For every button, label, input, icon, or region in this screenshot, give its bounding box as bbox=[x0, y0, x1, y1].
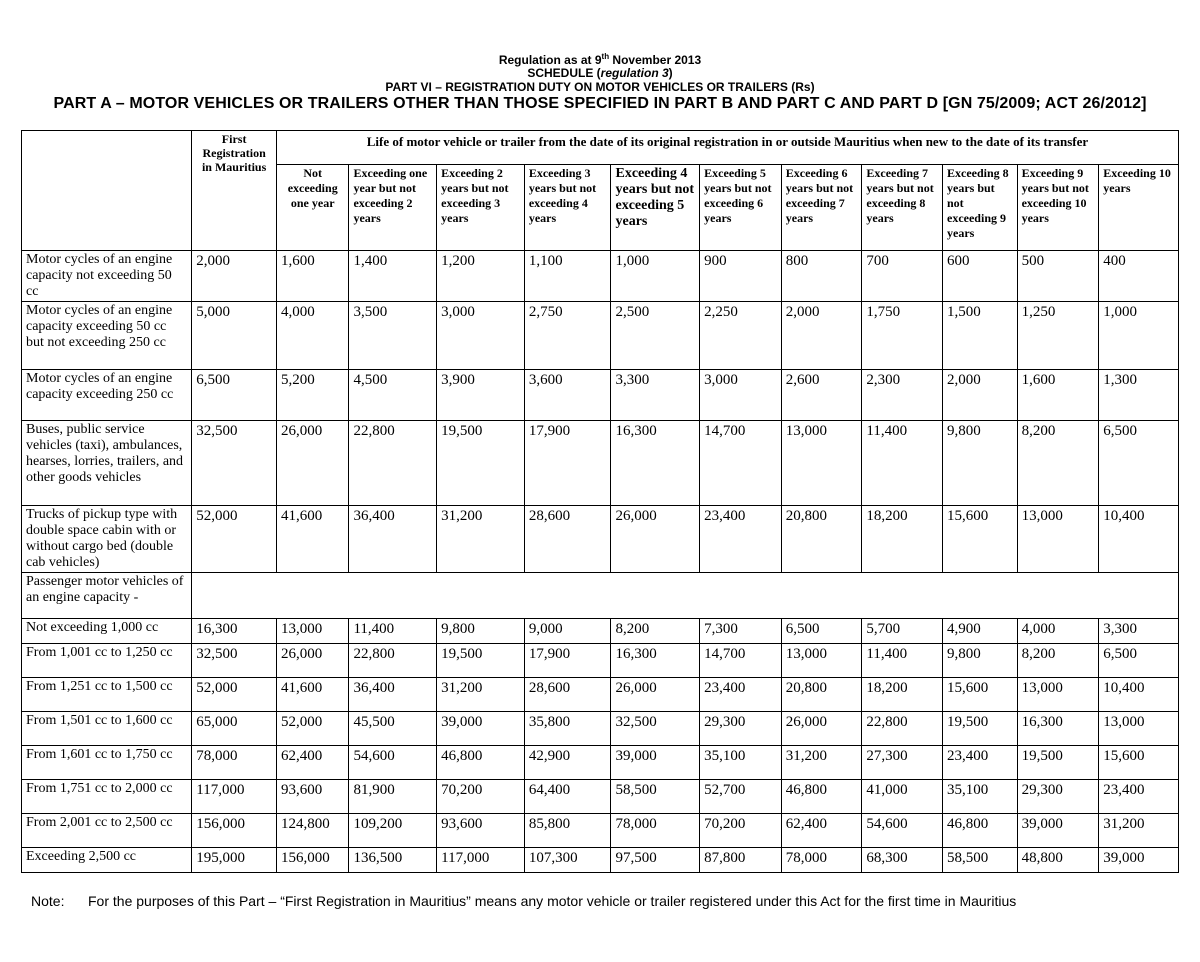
duty-value: 23,400 bbox=[943, 746, 1018, 780]
age-band-header: Exceeding 6 years but not exceeding 7 years bbox=[781, 165, 862, 251]
duty-value: 52,000 bbox=[276, 712, 349, 746]
duty-value: 136,500 bbox=[349, 848, 437, 873]
duty-value: 9,800 bbox=[943, 421, 1018, 506]
duty-value: 48,800 bbox=[1017, 848, 1099, 873]
duty-value: 6,500 bbox=[781, 619, 862, 644]
duty-value: 22,800 bbox=[862, 712, 943, 746]
duty-value: 3,000 bbox=[700, 370, 782, 421]
duty-value: 41,600 bbox=[276, 678, 349, 712]
age-band-header: Exceeding 7 years but not exceeding 8 years bbox=[862, 165, 943, 251]
age-band-header: Exceeding 10 years bbox=[1099, 165, 1179, 251]
duty-value: 15,600 bbox=[943, 506, 1018, 573]
duty-value: 2,500 bbox=[611, 302, 700, 370]
duty-value: 11,400 bbox=[862, 644, 943, 678]
registration-duty-table bbox=[21, 130, 1179, 873]
duty-value: 10,400 bbox=[1099, 506, 1179, 573]
row-label: Motor cycles of an engine capacity exceeding 50 cc but not exceeding 250 cc bbox=[22, 302, 192, 370]
first-registration-value: 195,000 bbox=[192, 848, 277, 873]
duty-value: 10,400 bbox=[1099, 678, 1179, 712]
duty-value: 78,000 bbox=[611, 814, 700, 848]
duty-value: 39,000 bbox=[1099, 848, 1179, 873]
duty-value: 35,800 bbox=[524, 712, 611, 746]
duty-value: 31,200 bbox=[437, 678, 525, 712]
first-registration-value: 32,500 bbox=[192, 644, 277, 678]
duty-value: 13,000 bbox=[781, 421, 862, 506]
duty-value: 70,200 bbox=[437, 780, 525, 814]
row-label: Motor cycles of an engine capacity not exceeding 50 cc bbox=[22, 251, 192, 302]
duty-value: 13,000 bbox=[1099, 712, 1179, 746]
duty-value: 8,200 bbox=[1017, 421, 1099, 506]
duty-value: 46,800 bbox=[943, 814, 1018, 848]
duty-value: 45,500 bbox=[349, 712, 437, 746]
duty-value: 14,700 bbox=[700, 421, 782, 506]
first-registration-value: 156,000 bbox=[192, 814, 277, 848]
row-label: Not exceeding 1,000 cc bbox=[22, 619, 192, 644]
first-registration-value: 16,300 bbox=[192, 619, 277, 644]
part-title: PART VI – REGISTRATION DUTY ON MOTOR VEHICLES OR TRAILERS (Rs) bbox=[385, 80, 815, 94]
first-registration-value: 32,500 bbox=[192, 421, 277, 506]
duty-value: 3,300 bbox=[611, 370, 700, 421]
duty-value: 68,300 bbox=[862, 848, 943, 873]
duty-value: 18,200 bbox=[862, 506, 943, 573]
duty-value: 23,400 bbox=[700, 678, 782, 712]
age-band-header: Exceeding one year but not exceeding 2 years bbox=[349, 165, 437, 251]
duty-value: 41,600 bbox=[276, 506, 349, 573]
duty-value: 4,900 bbox=[943, 619, 1018, 644]
regulation-date: Regulation as at 9th November 2013 bbox=[498, 52, 702, 67]
duty-value: 62,400 bbox=[276, 746, 349, 780]
duty-value: 31,200 bbox=[781, 746, 862, 780]
duty-value: 4,500 bbox=[349, 370, 437, 421]
note-text: For the purposes of this Part – “First Registration in Mauritius” means any motor vehicle or trailer registered under this Act for the first time in Mauritius bbox=[88, 893, 1017, 909]
duty-value: 26,000 bbox=[611, 506, 700, 573]
duty-value: 3,600 bbox=[524, 370, 611, 421]
duty-value: 39,000 bbox=[1017, 814, 1099, 848]
duty-value: 117,000 bbox=[437, 848, 525, 873]
duty-value: 800 bbox=[781, 251, 862, 302]
duty-value: 93,600 bbox=[276, 780, 349, 814]
first-registration-value: 5,000 bbox=[192, 302, 277, 370]
age-band-header: Exceeding 4 years but not exceeding 5 years bbox=[611, 165, 700, 251]
duty-value: 42,900 bbox=[524, 746, 611, 780]
age-band-header: Not exceeding one year bbox=[276, 165, 349, 251]
duty-value: 29,300 bbox=[700, 712, 782, 746]
duty-value: 13,000 bbox=[1017, 506, 1099, 573]
first-registration-value: 78,000 bbox=[192, 746, 277, 780]
first-registration-header: First Registration in Mauritius bbox=[192, 131, 277, 251]
duty-value: 27,300 bbox=[862, 746, 943, 780]
age-band-header: Exceeding 8 years but not exceeding 9 years bbox=[943, 165, 1018, 251]
first-registration-value: 65,000 bbox=[192, 712, 277, 746]
duty-value: 1,000 bbox=[611, 251, 700, 302]
duty-value: 700 bbox=[862, 251, 943, 302]
duty-value: 15,600 bbox=[943, 678, 1018, 712]
duty-value: 3,900 bbox=[437, 370, 525, 421]
passenger-group-row bbox=[22, 573, 1179, 619]
duty-value: 11,400 bbox=[349, 619, 437, 644]
age-band-header: Exceeding 2 years but not exceeding 3 years bbox=[437, 165, 525, 251]
duty-value: 9,800 bbox=[437, 619, 525, 644]
duty-value: 28,600 bbox=[524, 506, 611, 573]
duty-value: 46,800 bbox=[781, 780, 862, 814]
duty-value: 3,300 bbox=[1099, 619, 1179, 644]
duty-value: 3,500 bbox=[349, 302, 437, 370]
duty-value: 2,000 bbox=[943, 370, 1018, 421]
duty-value: 1,300 bbox=[1099, 370, 1179, 421]
duty-value: 19,500 bbox=[437, 421, 525, 506]
duty-value: 93,600 bbox=[437, 814, 525, 848]
duty-value: 8,200 bbox=[611, 619, 700, 644]
duty-value: 18,200 bbox=[862, 678, 943, 712]
table-row bbox=[22, 644, 1179, 678]
duty-value: 52,700 bbox=[700, 780, 782, 814]
duty-value: 54,600 bbox=[349, 746, 437, 780]
duty-value: 4,000 bbox=[1017, 619, 1099, 644]
row-label: From 1,251 cc to 1,500 cc bbox=[22, 678, 192, 712]
passenger-group-blank bbox=[192, 573, 1179, 619]
table-row bbox=[22, 370, 1179, 421]
duty-value: 8,200 bbox=[1017, 644, 1099, 678]
duty-value: 900 bbox=[700, 251, 782, 302]
duty-value: 54,600 bbox=[862, 814, 943, 848]
duty-value: 29,300 bbox=[1017, 780, 1099, 814]
table-row bbox=[22, 302, 1179, 370]
row-label: Buses, public service vehicles (taxi), ambulances, hearses, lorries, trailers, and other goods vehicles bbox=[22, 421, 192, 506]
row-label: From 1,751 cc to 2,000 cc bbox=[22, 780, 192, 814]
duty-value: 26,000 bbox=[276, 644, 349, 678]
life-of-vehicle-header: Life of motor vehicle or trailer from the date of its original registration in or outside Mauritius when new to the date of its transfer bbox=[276, 131, 1178, 165]
duty-value: 32,500 bbox=[611, 712, 700, 746]
duty-value: 35,100 bbox=[700, 746, 782, 780]
duty-value: 22,800 bbox=[349, 421, 437, 506]
duty-value: 4,000 bbox=[276, 302, 349, 370]
duty-value: 3,000 bbox=[437, 302, 525, 370]
table-row bbox=[22, 506, 1179, 573]
table-row bbox=[22, 678, 1179, 712]
duty-value: 1,600 bbox=[276, 251, 349, 302]
row-label: From 1,001 cc to 1,250 cc bbox=[22, 644, 192, 678]
duty-value: 97,500 bbox=[611, 848, 700, 873]
duty-value: 41,000 bbox=[862, 780, 943, 814]
duty-value: 1,400 bbox=[349, 251, 437, 302]
row-label: Trucks of pickup type with double space cabin with or without cargo bed (double cab vehicles) bbox=[22, 506, 192, 573]
duty-value: 1,100 bbox=[524, 251, 611, 302]
table-row bbox=[22, 421, 1179, 506]
duty-value: 35,100 bbox=[943, 780, 1018, 814]
duty-value: 2,300 bbox=[862, 370, 943, 421]
duty-value: 16,300 bbox=[1017, 712, 1099, 746]
passenger-group-label: Passenger motor vehicles of an engine capacity - bbox=[22, 573, 192, 619]
table-row bbox=[22, 251, 1179, 302]
part-a-title: PART A – MOTOR VEHICLES OR TRAILERS OTHER THAN THOSE SPECIFIED IN PART B AND PART C AND PART D [GN 75/2009; ACT 26/2012] bbox=[53, 95, 1147, 112]
first-registration-value: 52,000 bbox=[192, 678, 277, 712]
duty-value: 5,700 bbox=[862, 619, 943, 644]
duty-value: 20,800 bbox=[781, 678, 862, 712]
age-band-header: Exceeding 3 years but not exceeding 4 years bbox=[524, 165, 611, 251]
table-row bbox=[22, 619, 1179, 644]
duty-value: 5,200 bbox=[276, 370, 349, 421]
table-row bbox=[22, 746, 1179, 780]
duty-value: 107,300 bbox=[524, 848, 611, 873]
table-row bbox=[22, 712, 1179, 746]
first-registration-value: 2,000 bbox=[192, 251, 277, 302]
duty-value: 70,200 bbox=[700, 814, 782, 848]
duty-value: 6,500 bbox=[1099, 644, 1179, 678]
duty-value: 2,250 bbox=[700, 302, 782, 370]
duty-value: 26,000 bbox=[276, 421, 349, 506]
duty-value: 87,800 bbox=[700, 848, 782, 873]
duty-value: 26,000 bbox=[611, 678, 700, 712]
table-row bbox=[22, 848, 1179, 873]
duty-value: 16,300 bbox=[611, 421, 700, 506]
duty-value: 1,200 bbox=[437, 251, 525, 302]
duty-value: 9,800 bbox=[943, 644, 1018, 678]
duty-value: 46,800 bbox=[437, 746, 525, 780]
duty-value: 500 bbox=[1017, 251, 1099, 302]
note-tag: Note: bbox=[31, 893, 65, 909]
schedule-title: SCHEDULE (regulation 3) bbox=[527, 66, 673, 80]
duty-value: 28,600 bbox=[524, 678, 611, 712]
duty-value: 13,000 bbox=[781, 644, 862, 678]
row-label: Motor cycles of an engine capacity exceeding 250 cc bbox=[22, 370, 192, 421]
duty-value: 36,400 bbox=[349, 506, 437, 573]
table-row bbox=[22, 780, 1179, 814]
duty-value: 78,000 bbox=[781, 848, 862, 873]
duty-value: 62,400 bbox=[781, 814, 862, 848]
duty-value: 2,600 bbox=[781, 370, 862, 421]
duty-value: 9,000 bbox=[524, 619, 611, 644]
duty-value: 1,600 bbox=[1017, 370, 1099, 421]
duty-value: 600 bbox=[943, 251, 1018, 302]
duty-value: 2,000 bbox=[781, 302, 862, 370]
duty-value: 19,500 bbox=[943, 712, 1018, 746]
duty-value: 13,000 bbox=[276, 619, 349, 644]
duty-value: 13,000 bbox=[1017, 678, 1099, 712]
row-label: From 2,001 cc to 2,500 cc bbox=[22, 814, 192, 848]
duty-value: 156,000 bbox=[276, 848, 349, 873]
duty-value: 81,900 bbox=[349, 780, 437, 814]
header-blank-cell bbox=[22, 131, 192, 251]
duty-value: 31,200 bbox=[1099, 814, 1179, 848]
duty-value: 19,500 bbox=[1017, 746, 1099, 780]
header-row-1 bbox=[22, 131, 1179, 165]
duty-value: 109,200 bbox=[349, 814, 437, 848]
duty-value: 1,250 bbox=[1017, 302, 1099, 370]
duty-value: 58,500 bbox=[611, 780, 700, 814]
table-row bbox=[22, 814, 1179, 848]
age-band-header: Exceeding 9 years but not exceeding 10 years bbox=[1017, 165, 1099, 251]
duty-value: 17,900 bbox=[524, 421, 611, 506]
duty-value: 64,400 bbox=[524, 780, 611, 814]
duty-value: 22,800 bbox=[349, 644, 437, 678]
duty-value: 1,750 bbox=[862, 302, 943, 370]
first-registration-value: 6,500 bbox=[192, 370, 277, 421]
age-band-header: Exceeding 5 years but not exceeding 6 years bbox=[700, 165, 782, 251]
duty-value: 58,500 bbox=[943, 848, 1018, 873]
duty-value: 19,500 bbox=[437, 644, 525, 678]
first-registration-value: 117,000 bbox=[192, 780, 277, 814]
duty-value: 6,500 bbox=[1099, 421, 1179, 506]
duty-value: 39,000 bbox=[437, 712, 525, 746]
footnote bbox=[31, 893, 1181, 909]
row-label: Exceeding 2,500 cc bbox=[22, 848, 192, 873]
duty-value: 23,400 bbox=[700, 506, 782, 573]
row-label: From 1,601 cc to 1,750 cc bbox=[22, 746, 192, 780]
duty-value: 23,400 bbox=[1099, 780, 1179, 814]
duty-value: 36,400 bbox=[349, 678, 437, 712]
duty-value: 124,800 bbox=[276, 814, 349, 848]
duty-value: 26,000 bbox=[781, 712, 862, 746]
duty-value: 17,900 bbox=[524, 644, 611, 678]
duty-value: 7,300 bbox=[700, 619, 782, 644]
duty-value: 14,700 bbox=[700, 644, 782, 678]
duty-value: 400 bbox=[1099, 251, 1179, 302]
duty-value: 31,200 bbox=[437, 506, 525, 573]
duty-value: 2,750 bbox=[524, 302, 611, 370]
duty-value: 11,400 bbox=[862, 421, 943, 506]
first-registration-value: 52,000 bbox=[192, 506, 277, 573]
duty-value: 1,500 bbox=[943, 302, 1018, 370]
duty-value: 1,000 bbox=[1099, 302, 1179, 370]
row-label: From 1,501 cc to 1,600 cc bbox=[22, 712, 192, 746]
duty-value: 20,800 bbox=[781, 506, 862, 573]
duty-value: 16,300 bbox=[611, 644, 700, 678]
duty-value: 15,600 bbox=[1099, 746, 1179, 780]
duty-value: 39,000 bbox=[611, 746, 700, 780]
duty-value: 85,800 bbox=[524, 814, 611, 848]
